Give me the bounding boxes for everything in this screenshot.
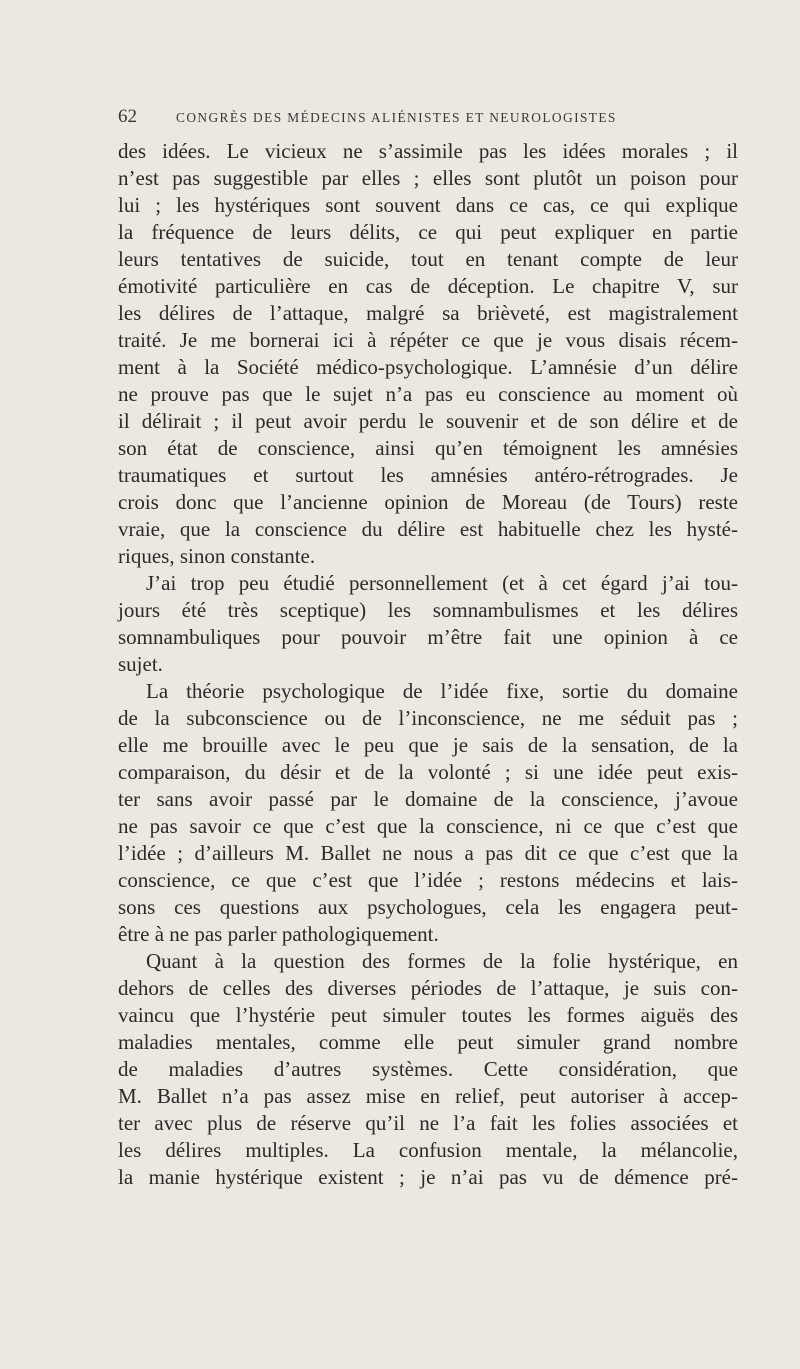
text-line: traumatiques et surtout les amnésies antéro-rétrogrades. Je bbox=[118, 463, 738, 487]
page-number: 62 bbox=[118, 106, 137, 127]
text-line: son état de conscience, ainsi qu’en témoignent les amnésies bbox=[118, 436, 738, 460]
text-line: La théorie psychologique de l’idée fixe, sortie du domaine bbox=[146, 679, 738, 703]
text-line: elle me brouille avec le peu que je sais de la sensation, de la bbox=[118, 733, 738, 757]
text-line: sujet. bbox=[118, 652, 163, 676]
text-line: vaincu que l’hystérie peut simuler toutes les formes aiguës des bbox=[118, 1003, 738, 1027]
text-line: de la subconscience ou de l’inconscience, ne me séduit pas ; bbox=[118, 706, 738, 730]
text-line: lui ; les hystériques sont souvent dans ce cas, ce qui explique bbox=[118, 193, 738, 217]
text-line: la manie hystérique existent ; je n’ai pas vu de démence pré- bbox=[118, 1165, 738, 1189]
page-header bbox=[118, 106, 738, 128]
text-line: traité. Je me bornerai ici à répéter ce que je vous disais récem- bbox=[118, 328, 738, 352]
text-line: vraie, que la conscience du délire est habituelle chez les hysté- bbox=[118, 517, 738, 541]
text-line: ter sans avoir passé par le domaine de la conscience, j’avoue bbox=[118, 787, 738, 811]
text-line: Quant à la question des formes de la folie hystérique, en bbox=[146, 949, 738, 973]
running-title: CONGRÈS DES MÉDECINS ALIÉNISTES ET NEUROLOGISTES bbox=[176, 110, 617, 125]
text-line: ment à la Société médico-psychologique. L’amnésie d’un délire bbox=[118, 355, 738, 379]
text-line: jours été très sceptique) les somnambulismes et les délires bbox=[118, 598, 738, 622]
text-line: l’idée ; d’ailleurs M. Ballet ne nous a pas dit ce que c’est que la bbox=[118, 841, 738, 865]
text-line: somnambuliques pour pouvoir m’être fait une opinion à ce bbox=[118, 625, 738, 649]
text-line: n’est pas suggestible par elles ; elles sont plutôt un poison pour bbox=[118, 166, 738, 190]
text-line: crois donc que l’ancienne opinion de Moreau (de Tours) reste bbox=[118, 490, 738, 514]
body-text bbox=[118, 138, 738, 1191]
text-line: ne prouve pas que le sujet n’a pas eu conscience au moment où bbox=[118, 382, 738, 406]
text-line: ter avec plus de réserve qu’il ne l’a fait les folies associées et bbox=[118, 1111, 738, 1135]
text-line: les délires multiples. La confusion mentale, la mélancolie, bbox=[118, 1138, 738, 1162]
text-line: M. Ballet n’a pas assez mise en relief, peut autoriser à accep- bbox=[118, 1084, 738, 1108]
text-line: être à ne pas parler pathologiquement. bbox=[118, 922, 439, 946]
text-line: la fréquence de leurs délits, ce qui peut expliquer en partie bbox=[118, 220, 738, 244]
text-line: dehors de celles des diverses périodes de l’attaque, je suis con- bbox=[118, 976, 738, 1000]
text-line: leurs tentatives de suicide, tout en tenant compte de leur bbox=[118, 247, 738, 271]
text-line: les délires de l’attaque, malgré sa brièveté, est magistralement bbox=[118, 301, 738, 325]
text-line: émotivité particulière en cas de déception. Le chapitre V, sur bbox=[118, 274, 738, 298]
text-line: ne pas savoir ce que c’est que la conscience, ni ce que c’est que bbox=[118, 814, 738, 838]
text-line: de maladies d’autres systèmes. Cette considération, que bbox=[118, 1057, 738, 1081]
text-line: riques, sinon constante. bbox=[118, 544, 316, 568]
text-line: il délirait ; il peut avoir perdu le souvenir et de son délire et de bbox=[118, 409, 738, 433]
text-line: des idées. Le vicieux ne s’assimile pas les idées morales ; il bbox=[118, 139, 738, 163]
text-line: J’ai trop peu étudié personnellement (et à cet égard j’ai tou- bbox=[146, 571, 738, 595]
text-line: maladies mentales, comme elle peut simuler grand nombre bbox=[118, 1030, 738, 1054]
text-line: comparaison, du désir et de la volonté ; si une idée peut exis- bbox=[118, 760, 738, 784]
text-line: conscience, ce que c’est que l’idée ; restons médecins et lais- bbox=[118, 868, 738, 892]
text-line: sons ces questions aux psychologues, cela les engagera peut- bbox=[118, 895, 738, 919]
